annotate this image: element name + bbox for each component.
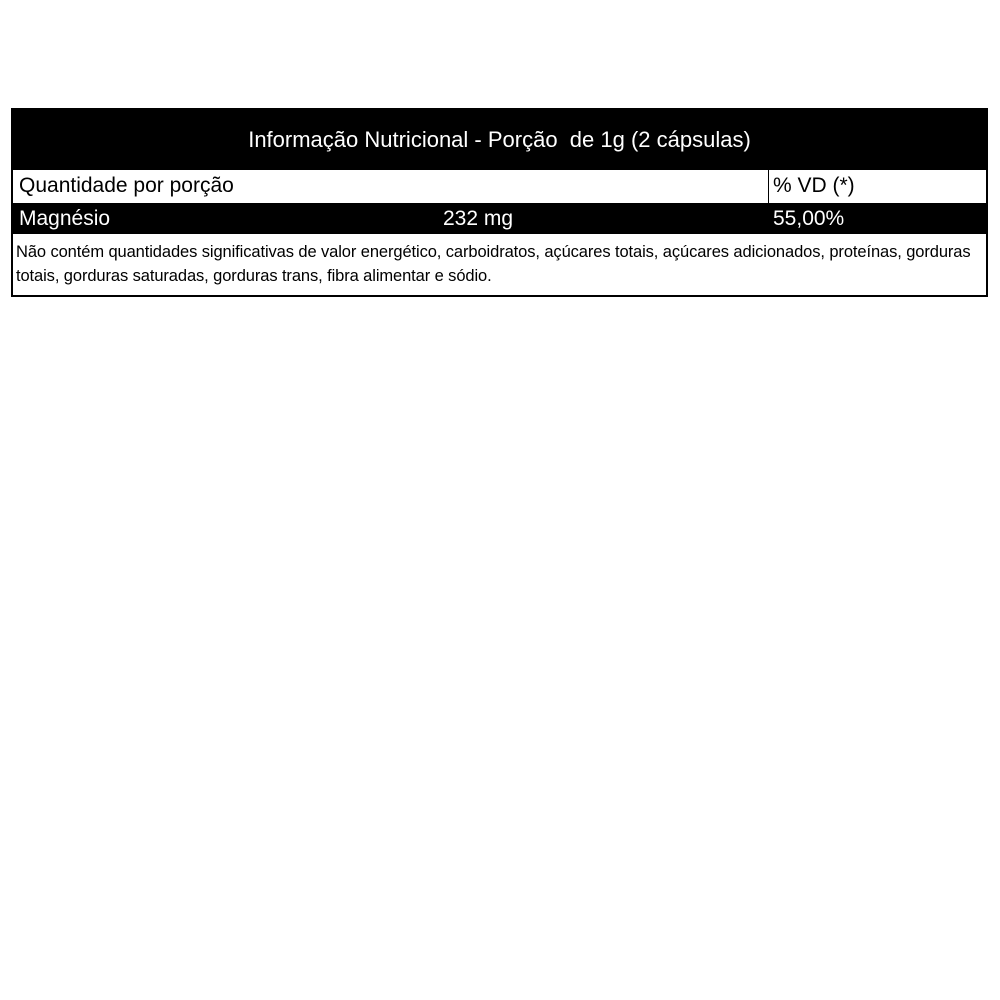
- nutrition-table-header-row: [13, 170, 986, 204]
- nutrition-table-title: Informação Nutricional - Porção de 1g (2 cápsulas): [13, 110, 986, 170]
- nutrient-amount: 232 mg: [443, 207, 514, 230]
- nutrient-row-magnesium: [13, 204, 986, 234]
- daily-value-label: % VD (*): [773, 174, 855, 197]
- nutrient-daily-value: 55,00%: [773, 207, 845, 230]
- nutrient-name: Magnésio: [19, 207, 111, 230]
- column-divider: [768, 170, 769, 204]
- nutrition-footnote: Não contém quantidades significativas de valor energético, carboidratos, açúcares totais, açúcares adicionados, proteínas, gorduras totais, gorduras saturadas, gorduras trans, fibra alimentar e sódio.: [16, 243, 971, 285]
- nutrition-facts-table: [11, 108, 988, 297]
- quantity-per-serving-label: Quantidade por porção: [19, 174, 234, 197]
